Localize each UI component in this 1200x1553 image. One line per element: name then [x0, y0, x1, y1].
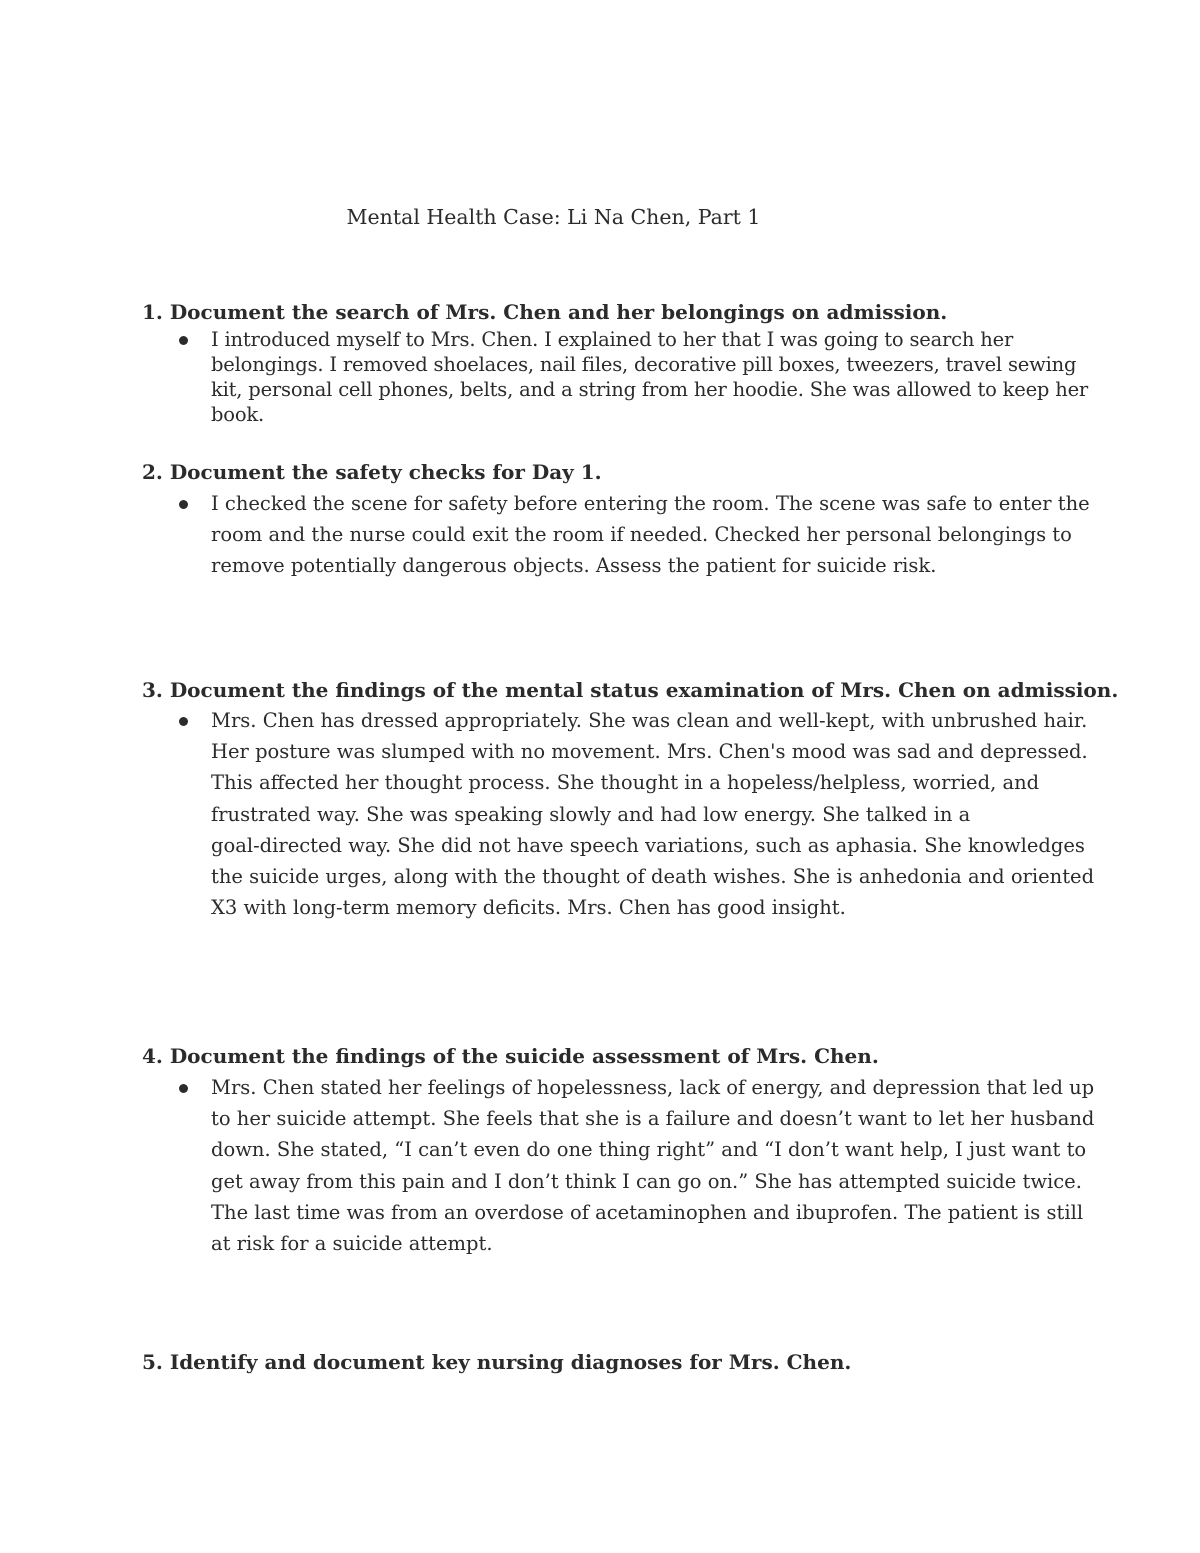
answer-line: room and the nurse could exit the room if needed. Checked her personal belongings to [211, 523, 1072, 547]
question-5-heading: 5. Identify and document key nursing diagnoses for Mrs. Chen. [142, 1350, 852, 1374]
bullet-icon [179, 336, 191, 348]
answer-line: X3 with long-term memory deficits. Mrs. Chen has good insight. [211, 896, 846, 920]
question-1-heading: 1. Document the search of Mrs. Chen and her belongings on admission. [142, 300, 948, 324]
answer-line: I introduced myself to Mrs. Chen. I explained to her that I was going to search her [211, 328, 1014, 351]
answer-line: down. She stated, “I can’t even do one thing right” and “I don’t want help, I just want to [211, 1138, 1087, 1162]
document-title: Mental Health Case: Li Na Chen, Part 1 [346, 205, 761, 229]
answer-4 [211, 1072, 1095, 1259]
answer-line: The last time was from an overdose of acetaminophen and ibuprofen. The patient is still [211, 1200, 1084, 1224]
answer-line: to her suicide attempt. She feels that she is a failure and doesn’t want to let her husband [211, 1107, 1095, 1131]
answer-1 [211, 327, 1091, 427]
answer-line: at risk for a suicide attempt. [211, 1232, 493, 1256]
answer-line: book. [211, 403, 264, 426]
bullet-icon [179, 717, 191, 729]
bullet-icon [179, 500, 191, 512]
question-3-heading: 3. Document the findings of the mental status examination of Mrs. Chen on admission. [142, 678, 1119, 702]
answer-line: frustrated way. She was speaking slowly and had low energy. She talked in a [211, 802, 971, 826]
answer-line: the suicide urges, along with the thought of death wishes. She is anhedonia and oriented [211, 865, 1095, 889]
answer-line: Mrs. Chen has dressed appropriately. She was clean and well-kept, with unbrushed hair. [211, 709, 1088, 732]
answer-line: I checked the scene for safety before entering the room. The scene was safe to enter the [211, 492, 1090, 515]
bullet-icon [179, 1084, 191, 1096]
answer-line: belongings. I removed shoelaces, nail files, decorative pill boxes, tweezers, travel sewing [211, 353, 1077, 376]
answer-line: Her posture was slumped with no movement. Mrs. Chen's mood was sad and depressed. [211, 740, 1088, 764]
answer-line: remove potentially dangerous objects. Assess the patient for suicide risk. [211, 554, 937, 578]
answer-line: get away from this pain and I don’t think I can go on.” She has attempted suicide twice. [211, 1169, 1082, 1193]
question-4-heading: 4. Document the findings of the suicide assessment of Mrs. Chen. [142, 1044, 879, 1068]
answer-line: This affected her thought process. She thought in a hopeless/helpless, worried, and [211, 771, 1040, 795]
answer-3 [211, 705, 1095, 923]
answer-line: Mrs. Chen stated her feelings of hopelessness, lack of energy, and depression that led up [211, 1076, 1095, 1099]
answer-2 [211, 488, 1091, 582]
answer-line: goal-directed way. She did not have speech variations, such as aphasia. She knowledges [211, 833, 1085, 857]
answer-line: kit, personal cell phones, belts, and a string from her hoodie. She was allowed to keep her [211, 378, 1089, 401]
question-2-heading: 2. Document the safety checks for Day 1. [142, 460, 602, 484]
